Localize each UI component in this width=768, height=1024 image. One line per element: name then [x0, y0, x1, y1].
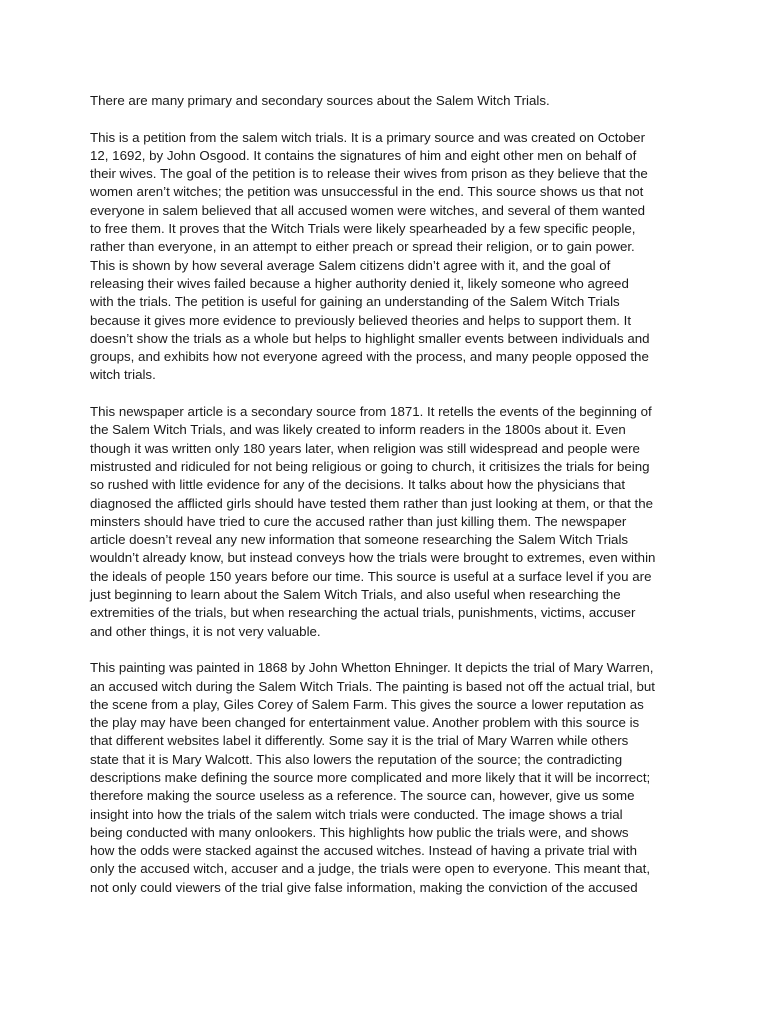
document-body [90, 92, 680, 915]
petition-paragraph: This is a petition from the salem witch trials. It is a primary source and was created on October 12, 1692, by John Osgood. It contains the signatures of him and eight other men on behalf of their wives. The goal of the petition is to release their wives from prison as they believe that the women aren’t witches; the petition was unsuccessful in the end. This source shows us that not everyone in salem believed that all accused women were witches, and several of them wanted to free them. It proves that the Witch Trials were likely spearheaded by a few specific people, rather than everyone, in an attempt to either preach or spread their religion, or to gain power. This is shown by how several average Salem citizens didn’t agree with it, and the goal of releasing their wives failed because a higher authority denied it, likely someone who agreed with the trials. The petition is useful for gaining an understanding of the Salem Witch Trials because it gives more evidence to previously believed theories and helps to support them. It doesn’t show the trials as a whole but helps to highlight smaller events between individuals and groups, and exhibits how not everyone agreed with the process, and many people opposed the witch trials. [90, 129, 650, 383]
newspaper-paragraph: This newspaper article is a secondary source from 1871. It retells the events of the beginning of the Salem Witch Trials, and was likely created to inform readers in the 1800s about it. Even though it was written only 180 years later, when religion was still widespread and people were mistrusted and ridiculed for not being religious or going to church, it critisizes the trials for being so rushed with little evidence for any of the decisions. It talks about how the physicians that diagnosed the afflicted girls should have tested them rather than just looking at them, or that the minsters should have tried to cure the accused rather than just killing them. The newspaper article doesn’t reveal any new information that someone researching the Salem Witch Trials wouldn’t already know, but instead conveys how the trials were brought to extremes, even within the ideals of people 150 years before our time. This source is useful at a surface level if you are just beginning to learn about the Salem Witch Trials, and also useful when researching the extremities of the trials, but when researching the actual trials, punishments, victims, accuser and other things, it is not very valuable. [90, 404, 656, 639]
intro-paragraph: There are many primary and secondary sources about the Salem Witch Trials. [90, 93, 550, 108]
painting-paragraph: This painting was painted in 1868 by John Whetton Ehninger. It depicts the trial of Mary Warren, an accused witch during the Salem Witch Trials. The painting is based not off the actual trial, but the scene from a play, Giles Corey of Salem Farm. This gives the source a lower reputation as the play may have been changed for entertainment value. Another problem with this source is that different websites label it differently. Some say it is the trial of Mary Warren while others state that it is Mary Walcott. This also lowers the reputation of the source; the contradicting descriptions make defining the source more complicated and more likely that it will be incorrect; therefore making the source useless as a reference. The source can, however, give us some insight into how the trials of the salem witch trials were conducted. The image shows a trial being conducted with many onlookers. This highlights how public the trials were, and shows how the odds were stacked against the accused witches. Instead of having a private trial with only the accused witch, accuser and a judge, the trials were open to everyone. This meant that, not only could viewers of the trial give false information, making the conviction of the accused [90, 660, 655, 895]
